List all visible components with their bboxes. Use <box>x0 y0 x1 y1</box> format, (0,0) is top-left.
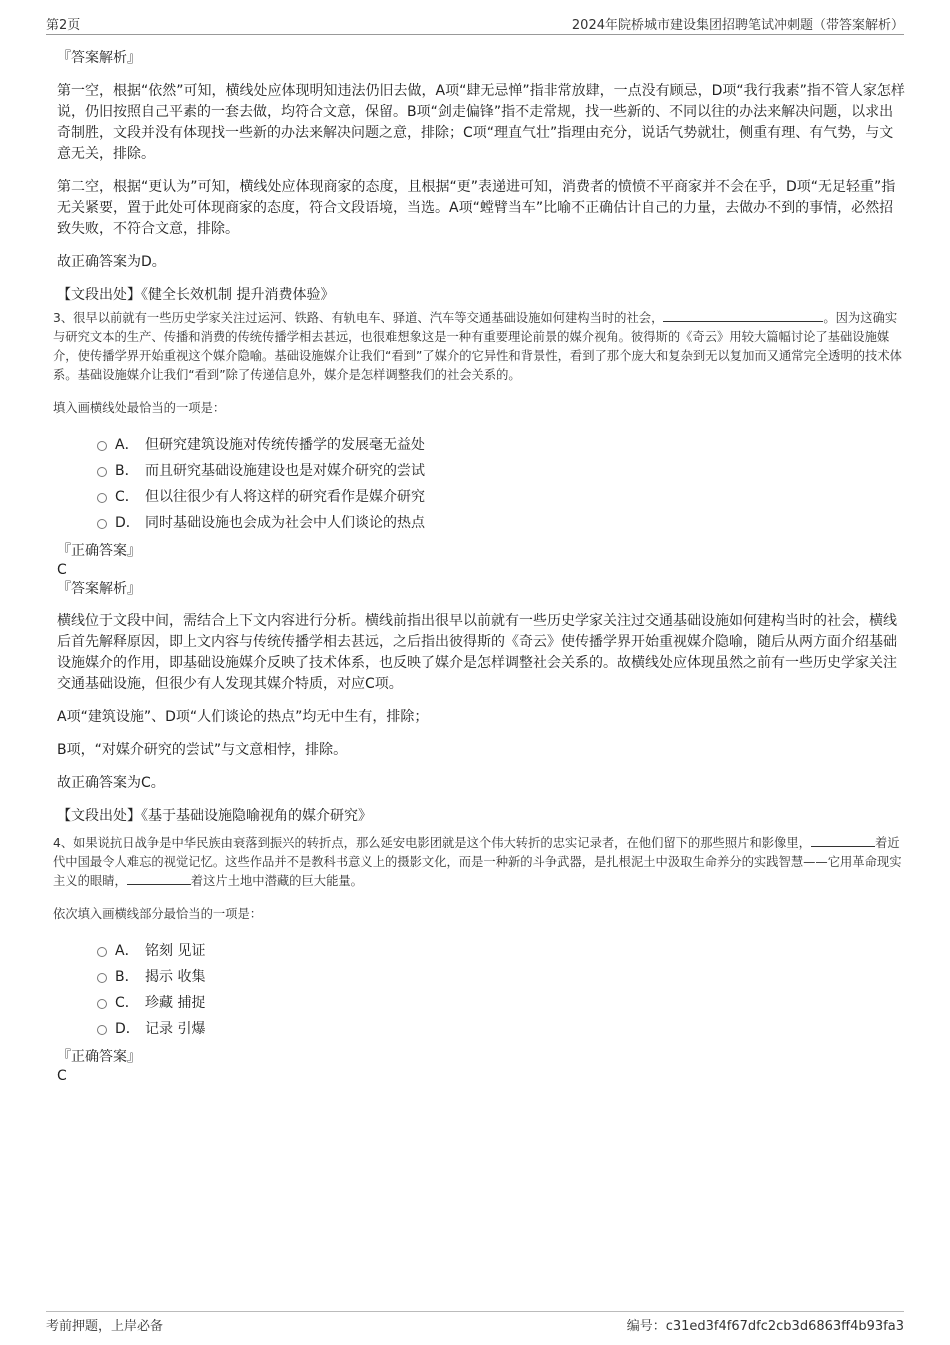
option-text: 但研究建筑设施对传统传播学的发展毫无益处 <box>145 437 425 453</box>
page-footer <box>46 1311 904 1334</box>
radio-icon[interactable] <box>97 999 107 1009</box>
q4-stem-part3: 着这片土地中潜藏的巨大能量。 <box>190 874 363 888</box>
option-text: 记录 引爆 <box>145 1021 206 1037</box>
option-letter: C． <box>115 489 139 505</box>
q3-options <box>97 432 907 536</box>
q4-correct-answer: C <box>57 1068 67 1084</box>
radio-icon[interactable] <box>97 519 107 529</box>
page-content <box>53 44 907 1086</box>
page-number: 第2页 <box>46 18 81 33</box>
radio-icon[interactable] <box>97 467 107 477</box>
q4-instruction: 依次填入画横线部分最恰当的一项是： <box>53 907 263 921</box>
option-letter: D． <box>115 1021 140 1037</box>
document-title: 2024年院桥城市建设集团招聘笔试冲刺题（带答案解析） <box>571 18 904 33</box>
q4-option-b[interactable] <box>97 964 907 990</box>
radio-icon[interactable] <box>97 973 107 983</box>
q3-option-a[interactable] <box>97 432 907 458</box>
q3-instruction: 填入画横线处最恰当的一项是： <box>53 401 226 415</box>
q3-option-d[interactable] <box>97 510 907 536</box>
q3-analysis-heading: 『答案解析』 <box>57 581 141 597</box>
q4-option-c[interactable] <box>97 990 907 1016</box>
q3-option-c[interactable] <box>97 484 907 510</box>
q3-stem-after: 。因为这确实与研究文本的生产、传播和消费的传统传播学相去甚远，也很难想象这是一种有重要理论前景的媒介视角。彼得斯的《奇云》用较大篇幅讨论了基础设施媒介，使传播学界开始重视这个媒介隐喻。基础设施媒介让我们“看到”了媒介的它异性和背景性，看到了那个庞大和复杂到无以复加而又通常完全透明的技术体系。基础设施媒介让我们“看到”除了传递信息外，媒介是怎样调整我们的社会关系的。 <box>53 311 902 382</box>
radio-icon[interactable] <box>97 947 107 957</box>
q4-blank-2 <box>127 872 191 885</box>
radio-icon[interactable] <box>97 493 107 503</box>
q3-stem-before: 3、很早以前就有一些历史学家关注过运河、铁路、有轨电车、驿道、汽车等交通基础设施如何建构当时的社会， <box>53 311 664 325</box>
q3-source: 【文段出处】《基于基础设施隐喻视角的媒介研究》 <box>57 808 372 824</box>
option-letter: D． <box>115 515 140 531</box>
page-header <box>46 14 904 35</box>
q3-analysis-para3: B项，“对媒介研究的尝试”与文意相悖，排除。 <box>57 742 348 758</box>
option-text: 揭示 收集 <box>145 969 206 985</box>
option-text: 铭刻 见证 <box>145 943 206 959</box>
q2-analysis-heading: 『答案解析』 <box>57 50 141 66</box>
q2-conclusion: 故正确答案为D。 <box>57 254 166 270</box>
q2-analysis-para1: 第一空，根据“依然”可知，横线处应体现明知违法仍旧去做，A项“肆无忌惮”指非常放肆，一点没有顾忌，D项“我行我素”指不管人家怎样说，仍旧按照自己平素的一套去做，均符合文意，保留。B项“剑走偏锋”指不走常规，找一些新的、不同以往的办法来解决问题，以求出奇制胜，文段并没有体现找一些新的办法来解决问题之意，排除；C项“理直气壮”指理由充分，说话气势就壮，侧重有理、有气势，与文意无关，排除。 <box>57 83 905 162</box>
q4-blank-1 <box>811 834 875 847</box>
q4-stem-part2: 着近代中国最令人难忘的视觉记忆。这些作品并不是教科书意义上的摄影文化，而是一种新的斗争武器，是扎根泥土中汲取生命养分的实践智慧——它用革命现实主义的眼睛， <box>53 836 902 888</box>
q2-source: 【文段出处】《健全长效机制 提升消费体验》 <box>57 287 335 303</box>
option-text: 而且研究基础设施建设也是对媒介研究的尝试 <box>145 463 425 479</box>
q4-option-a[interactable] <box>97 938 907 964</box>
q3-correct-answer: C <box>57 562 67 578</box>
document-code: 编号：c31ed3f4f67dfc2cb3d6863ff4b93fa3 <box>626 1319 904 1334</box>
q4-option-d[interactable] <box>97 1016 907 1042</box>
radio-icon[interactable] <box>97 1025 107 1035</box>
option-letter: B． <box>115 463 139 479</box>
q4-options <box>97 938 907 1042</box>
option-letter: A． <box>115 437 139 453</box>
q3-conclusion: 故正确答案为C。 <box>57 775 165 791</box>
option-letter: C． <box>115 995 139 1011</box>
q3-analysis-para1: 横线位于文段中间，需结合上下文内容进行分析。横线前指出很早以前就有一些历史学家关注过交通基础设施如何建构当时的社会，横线后首先解释原因，即上文内容与传统传播学相去甚远，之后指出彼得斯的《奇云》使传播学界开始重视媒介隐喻，随后从两方面介绍基础设施媒介的作用，即基础设施媒介反映了技术体系，也反映了媒介是怎样调整社会关系的。故横线处应体现虽然之前有一些历史学家关注交通基础设施，但很少有人发现其媒介特质，对应C项。 <box>57 613 897 692</box>
q3-blank <box>663 309 823 322</box>
option-text: 珍藏 捕捉 <box>145 995 206 1011</box>
option-letter: B． <box>115 969 139 985</box>
footer-slogan: 考前押题，上岸必备 <box>46 1319 164 1334</box>
q2-analysis-para2: 第二空，根据“更认为”可知，横线处应体现商家的态度，且根据“更”表递进可知，消费者的愤愤不平商家并不会在乎，D项“无足轻重”指无关紧要，置于此处可体现商家的态度，符合文段语境，当选。A项“螳臂当车”比喻不正确估计自己的力量，去做办不到的事情，必然招致失败，不符合文意，排除。 <box>57 179 896 237</box>
option-text: 但以往很少有人将这样的研究看作是媒介研究 <box>145 489 425 505</box>
option-text: 同时基础设施也会成为社会中人们谈论的热点 <box>145 515 425 531</box>
q4-stem <box>53 834 907 891</box>
q3-analysis-para2: A项“建筑设施”、D项“人们谈论的热点”均无中生有，排除； <box>57 709 429 725</box>
q4-stem-part1: 4、如果说抗日战争是中华民族由衰落到振兴的转折点，那么延安电影团就是这个伟大转折的忠实记录者，在他们留下的那些照片和影像里， <box>53 836 811 850</box>
q3-correct-heading: 『正确答案』 <box>57 543 141 559</box>
q4-correct-heading: 『正确答案』 <box>57 1049 141 1065</box>
q3-stem <box>53 309 907 385</box>
option-letter: A． <box>115 943 139 959</box>
radio-icon[interactable] <box>97 441 107 451</box>
q3-option-b[interactable] <box>97 458 907 484</box>
